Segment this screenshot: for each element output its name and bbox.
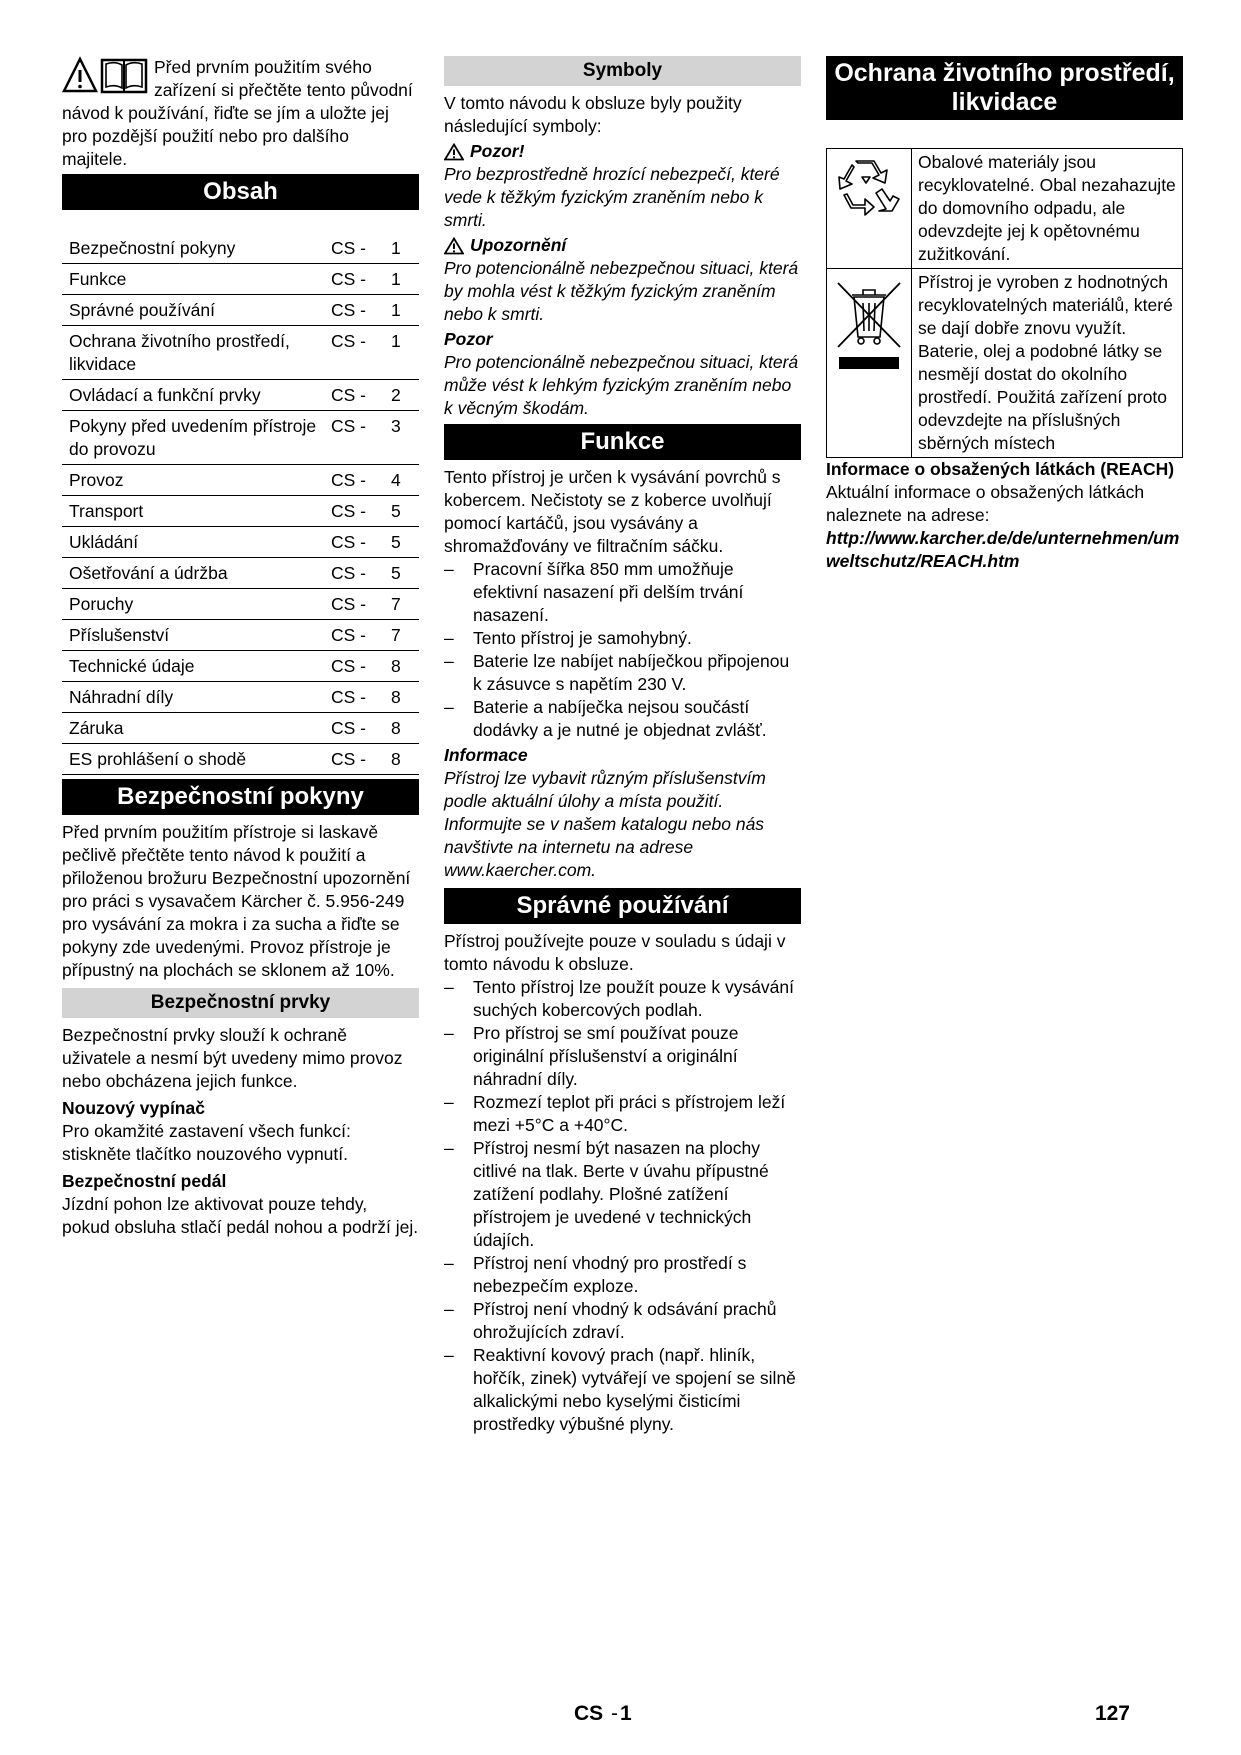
toc-prefix: CS - <box>331 744 391 775</box>
recycling-icon <box>832 153 906 227</box>
toc-page: 1 <box>391 295 419 326</box>
list-item: – Přístroj není vhodný k odsávání prachů ohrožujících zdraví. <box>444 1298 801 1344</box>
warning-text: Pro potencionálně nebezpečnou situaci, která by mohla vést k těžkým fyzickým zraněním nebo k smrti. <box>444 258 799 324</box>
list-item: – Přístroj není vhodný pro prostředí s nebezpečím exploze. <box>444 1252 801 1298</box>
danger-label: Pozor! <box>470 141 525 161</box>
warning-heading <box>444 234 801 257</box>
pedal-text: Jízdní pohon lze aktivovat pouze tehdy, pokud obsluha stlačí pedál nohou a podrží jej. <box>62 1194 419 1237</box>
toc-row[interactable] <box>62 264 419 295</box>
toc-page: 8 <box>391 744 419 775</box>
env-row-recycling <box>827 149 1183 269</box>
toc-page: 8 <box>391 682 419 713</box>
toc-prefix: CS - <box>331 713 391 744</box>
toc-page: 7 <box>391 589 419 620</box>
toc-row[interactable] <box>62 326 419 380</box>
safety-title: Bezpečnostní pokyny <box>62 779 419 815</box>
list-item: – Tento přístroj lze použít pouze k vysávání suchých kobercových podlah. <box>444 976 801 1022</box>
toc-label: Transport <box>62 496 331 527</box>
warning-label: Upozornění <box>470 235 567 255</box>
caution-label: Pozor <box>444 329 493 349</box>
toc-label: Ošetřování a údržba <box>62 558 331 589</box>
toc-row[interactable] <box>62 295 419 326</box>
proper-use-text: Přístroj používejte pouze v souladu s údaji v tomto návodu k obsluze. <box>444 931 786 974</box>
list-item: – Baterie lze nabíjet nabíječkou připojenou k zásuvce s napětím 230 V. <box>444 650 801 696</box>
toc-label: Ochrana životního prostředí, likvidace <box>62 326 331 380</box>
toc-row[interactable] <box>62 682 419 713</box>
env-table <box>826 148 1183 458</box>
left-column <box>62 56 419 1239</box>
function-text: Tento přístroj je určen k vysávání povrchů s kobercem. Nečistoty se z koberce uvolňují pomocí kartáčů, jsou vysávány a shromažďovány ve filtračním sáčku. <box>444 467 781 556</box>
function-title: Funkce <box>444 424 801 460</box>
footer-page-number: 127 <box>1094 1702 1130 1725</box>
toc-row[interactable] <box>62 651 419 682</box>
toc-page: 3 <box>391 411 419 465</box>
list-item: – Baterie a nabíječka nejsou součástí dodávky a je nutné je objednat zvlášť. <box>444 696 801 742</box>
list-item: – Pracovní šířka 850 mm umožňuje efektivní nasazení při delším trvání nasazení. <box>444 558 801 627</box>
info-label: Informace <box>444 745 528 765</box>
toc-label: Pokyny před uvedením přístroje do provozu <box>62 411 331 465</box>
toc-prefix: CS - <box>331 558 391 589</box>
list-item: – Reaktivní kovový prach (např. hliník, hořčík, zinek) vytvářejí ve spojení se silně alkalickými nebo kyselými čisticími prostředky výbušné plyny. <box>444 1344 801 1436</box>
toc-row[interactable] <box>62 380 419 411</box>
toc-label: ES prohlášení o shodě <box>62 744 331 775</box>
toc-page: 4 <box>391 465 419 496</box>
intro-block <box>62 56 419 171</box>
crossed-bin-icon <box>832 273 906 373</box>
toc-label: Bezpečnostní pokyny <box>62 233 331 264</box>
symbols-intro: V tomto návodu k obsluze byly použity následující symboly: <box>444 93 742 136</box>
right-column <box>826 56 1183 573</box>
symbols-title: Symboly <box>444 56 801 86</box>
toc-prefix: CS - <box>331 496 391 527</box>
toc-prefix: CS - <box>331 465 391 496</box>
toc-row[interactable] <box>62 620 419 651</box>
toc-page: 7 <box>391 620 419 651</box>
toc-prefix: CS - <box>331 411 391 465</box>
toc-prefix: CS - <box>331 233 391 264</box>
toc-prefix: CS - <box>331 589 391 620</box>
toc-prefix: CS - <box>331 295 391 326</box>
danger-heading <box>444 140 801 163</box>
env-row-disposal <box>827 269 1183 458</box>
footer-language: CS <box>574 1702 604 1725</box>
toc-label: Provoz <box>62 465 331 496</box>
warning-triangle-icon <box>444 143 464 161</box>
toc-label: Náhradní díly <box>62 682 331 713</box>
safety-devices-text: Bezpečnostní prvky slouží k ochraně uživatele a nesmí být uvedeny mimo provoz nebo obcházena jejich funkce. <box>62 1025 403 1091</box>
emergency-text: Pro okamžité zastavení všech funkcí: stiskněte tlačítko nouzového vypnutí. <box>62 1121 351 1164</box>
function-list <box>444 558 801 742</box>
reach-link[interactable]: http://www.karcher.de/de/unternehmen/umweltschutz/REACH.htm <box>826 528 1180 571</box>
toc-row[interactable] <box>62 496 419 527</box>
toc-row[interactable] <box>62 465 419 496</box>
toc-label: Správné používání <box>62 295 331 326</box>
toc-table <box>62 233 419 775</box>
toc-row[interactable] <box>62 233 419 264</box>
footer-dash: - <box>611 1702 618 1725</box>
toc-page: 1 <box>391 233 419 264</box>
toc-page: 8 <box>391 651 419 682</box>
toc-page: 1 <box>391 326 419 380</box>
toc-prefix: CS - <box>331 620 391 651</box>
toc-label: Ovládací a funkční prvky <box>62 380 331 411</box>
env-title: Ochrana životního prostředí, likvidace <box>826 56 1183 120</box>
middle-column <box>444 56 801 1436</box>
toc-prefix: CS - <box>331 682 391 713</box>
toc-page: 8 <box>391 713 419 744</box>
toc-prefix: CS - <box>331 651 391 682</box>
toc-page: 5 <box>391 558 419 589</box>
reach-text: Aktuální informace o obsažených látkách naleznete na adrese: <box>826 482 1145 525</box>
toc-row[interactable] <box>62 589 419 620</box>
toc-label: Záruka <box>62 713 331 744</box>
danger-text: Pro bezprostředně hrozící nebezpečí, které vede k těžkým fyzickým zraněním nebo k smrti. <box>444 164 780 230</box>
proper-use-title: Správné používání <box>444 888 801 924</box>
toc-row[interactable] <box>62 411 419 465</box>
list-item: – Tento přístroj je samohybný. <box>444 627 801 650</box>
toc-prefix: CS - <box>331 380 391 411</box>
toc-page: 2 <box>391 380 419 411</box>
toc-row[interactable] <box>62 558 419 589</box>
safety-text: Před prvním použitím přístroje si laskavě pečlivě přečtěte tento návod k použití a přiloženou brožuru Bezpečnostní upozornění pro práci s vysavačem Kärcher č. 5.956-249 pro vysávání za mokra i za sucha a řiďte se pokyny zde uvedenými. Provoz přístroje je přípustný na plochách se sklonem až 10%. <box>62 822 411 980</box>
toc-prefix: CS - <box>331 264 391 295</box>
list-item: – Pro přístroj se smí používat pouze originální příslušenství a originální náhradní díly. <box>444 1022 801 1091</box>
proper-use-list <box>444 976 801 1436</box>
warning-manual-icon <box>62 56 148 96</box>
toc-label: Poruchy <box>62 589 331 620</box>
env-text-recycling: Obalové materiály jsou recyklovatelné. Obal nezahazujte do domovního odpadu, ale odevzdejte jej k opětovnému zužitkování. <box>912 149 1183 269</box>
caution-text: Pro potencionálně nebezpečnou situaci, která může vést k lehkým fyzickým zraněním nebo k věcným škodám. <box>444 352 799 418</box>
toc-label: Ukládání <box>62 527 331 558</box>
footer-section-page: 1 <box>620 1702 632 1725</box>
toc-page: 1 <box>391 264 419 295</box>
toc-page: 5 <box>391 496 419 527</box>
info-text: Přístroj lze vybavit různým příslušenstvím podle aktuální úlohy a místa použití. Informujte se v našem katalogu nebo nás navštivte na internetu na adrese www.kaercher.com. <box>444 768 766 880</box>
toc-title: Obsah <box>62 174 419 210</box>
toc-label: Technické údaje <box>62 651 331 682</box>
intro-text: Před prvním použitím svého zařízení si přečtěte tento původní návod k používání, řiďte se jím a uložte jej pro pozdější použití nebo pro dalšího majitele. <box>62 57 413 169</box>
toc-prefix: CS - <box>331 527 391 558</box>
toc-page: 5 <box>391 527 419 558</box>
toc-label: Příslušenství <box>62 620 331 651</box>
pedal-title: Bezpečnostní pedál <box>62 1171 227 1191</box>
reach-title: Informace o obsažených látkách (REACH) <box>826 459 1175 479</box>
safety-devices-title: Bezpečnostní prvky <box>62 988 419 1018</box>
env-text-disposal: Přístroj je vyroben z hodnotných recyklovatelných materiálů, které se dají dobře znovu využít. Baterie, olej a podobné látky se nesmějí dostat do okolního prostředí. Použitá zařízení proto odevzdejte na příslušných sběrných místech <box>912 269 1183 458</box>
toc-row[interactable] <box>62 713 419 744</box>
toc-row[interactable] <box>62 527 419 558</box>
toc-row[interactable] <box>62 744 419 775</box>
emergency-title: Nouzový vypínač <box>62 1098 205 1118</box>
list-item: – Rozmezí teplot při práci s přístrojem leží mezi +5°C a +40°C. <box>444 1091 801 1137</box>
toc-prefix: CS - <box>331 326 391 380</box>
list-item: – Přístroj nesmí být nasazen na plochy citlivé na tlak. Berte v úvahu přípustné zatížení podlahy. Plošné zatížení přístrojem je uvedené v technických údajích. <box>444 1137 801 1252</box>
warning-triangle-icon <box>444 237 464 255</box>
toc-label: Funkce <box>62 264 331 295</box>
